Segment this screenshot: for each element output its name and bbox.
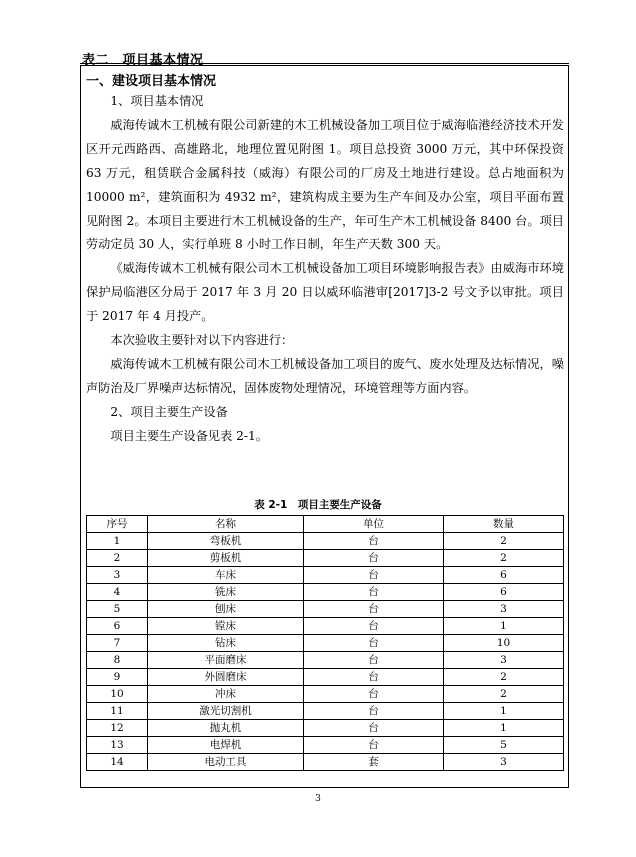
cell-name: 车床 xyxy=(148,567,304,584)
heading-equipment: 2、项目主要生产设备 xyxy=(110,404,228,419)
table-row xyxy=(87,550,564,567)
cell-unit: 台 xyxy=(304,567,444,584)
header-name: 名称 xyxy=(148,516,304,533)
cell-unit: 台 xyxy=(304,618,444,635)
cell-index: 7 xyxy=(87,635,148,652)
table-row xyxy=(87,618,564,635)
cell-index: 6 xyxy=(87,618,148,635)
cell-quantity: 1 xyxy=(444,703,564,720)
cell-name: 刨床 xyxy=(148,601,304,618)
table-row xyxy=(87,737,564,754)
table-row xyxy=(87,652,564,669)
cell-quantity: 10 xyxy=(444,635,564,652)
cell-name: 外圆磨床 xyxy=(148,669,304,686)
table-row xyxy=(87,669,564,686)
heading-project-info: 1、项目基本情况 xyxy=(110,94,204,108)
table-row xyxy=(87,584,564,601)
cell-index: 11 xyxy=(87,703,148,720)
cell-name: 弯板机 xyxy=(148,533,304,550)
cell-index: 2 xyxy=(87,550,148,567)
cell-unit: 台 xyxy=(304,652,444,669)
cell-index: 4 xyxy=(87,584,148,601)
cell-name: 电焊机 xyxy=(148,737,304,754)
header-index: 序号 xyxy=(87,516,148,533)
cell-quantity: 1 xyxy=(444,618,564,635)
table-row xyxy=(87,754,564,771)
header-unit: 单位 xyxy=(304,516,444,533)
cell-quantity: 6 xyxy=(444,584,564,601)
cell-index: 5 xyxy=(87,601,148,618)
cell-index: 10 xyxy=(87,686,148,703)
frame-double-rule xyxy=(80,63,569,64)
paragraph-project-overview: 威海传诚木工机械有限公司新建的木工机械设备加工项目位于威海临港经济技术开发区开元西路西、高雄路北，地理位置见附图 1。项目总投资 3000 万元，其中环保投资 63 万元，租赁联合金属科技（威海）有限公司的厂房及土地进行建设。总占地面积为 10000 m²，建筑面积为 4932 m²，建筑构成主要为生产车间及办公室，项目平面布置见附图 2。本项目主要进行木工机械设备的生产，年可生产木工机械设备 8400 台。项目劳动定员 30 人，实行单班 8 小时工作日制，年生产天数 300 天。 xyxy=(86,117,564,252)
cell-unit: 台 xyxy=(304,737,444,754)
table-row xyxy=(87,567,564,584)
table-row xyxy=(87,720,564,737)
cell-index: 1 xyxy=(87,533,148,550)
header-quantity: 数量 xyxy=(444,516,564,533)
cell-quantity: 5 xyxy=(444,737,564,754)
paragraph-equipment-ref: 项目主要生产设备见表 2-1。 xyxy=(110,428,268,443)
body-text xyxy=(86,90,564,449)
cell-name: 冲床 xyxy=(148,686,304,703)
table-row xyxy=(87,533,564,550)
cell-quantity: 2 xyxy=(444,533,564,550)
paragraph-approval: 《威海传诚木工机械有限公司木工机械设备加工项目环境影响报告表》由威海市环境保护局临港区分局于 2017 年 3 月 20 日以威环临港审[2017]3-2 号文予以审批。项目于 2017 年 4 月投产。 xyxy=(86,261,564,324)
cell-name: 镗床 xyxy=(148,618,304,635)
cell-unit: 台 xyxy=(304,601,444,618)
cell-unit: 台 xyxy=(304,720,444,737)
cell-index: 14 xyxy=(87,754,148,771)
cell-quantity: 2 xyxy=(444,550,564,567)
cell-index: 9 xyxy=(87,669,148,686)
cell-unit: 台 xyxy=(304,635,444,652)
equipment-table xyxy=(86,515,564,771)
page-number: 3 xyxy=(315,794,321,804)
cell-quantity: 3 xyxy=(444,652,564,669)
cell-index: 8 xyxy=(87,652,148,669)
table-row xyxy=(87,601,564,618)
cell-index: 12 xyxy=(87,720,148,737)
cell-quantity: 2 xyxy=(444,686,564,703)
cell-unit: 台 xyxy=(304,686,444,703)
cell-name: 铣床 xyxy=(148,584,304,601)
cell-quantity: 6 xyxy=(444,567,564,584)
cell-unit: 台 xyxy=(304,584,444,601)
paragraph-scope: 威海传诚木工机械有限公司木工机械设备加工项目的废气、废水处理及达标情况，噪声防治及厂界噪声达标情况，固体废物处理情况，环境管理等方面内容。 xyxy=(86,356,564,395)
cell-name: 激光切割机 xyxy=(148,703,304,720)
cell-quantity: 1 xyxy=(444,720,564,737)
cell-unit: 套 xyxy=(304,754,444,771)
cell-index: 3 xyxy=(87,567,148,584)
paragraph-scope-intro: 本次验收主要针对以下内容进行： xyxy=(110,333,294,348)
cell-name: 剪板机 xyxy=(148,550,304,567)
cell-quantity: 3 xyxy=(444,754,564,771)
cell-quantity: 3 xyxy=(444,601,564,618)
cell-name: 抛丸机 xyxy=(148,720,304,737)
cell-name: 平面磨床 xyxy=(148,652,304,669)
table-header-row xyxy=(87,516,564,533)
table-row xyxy=(87,635,564,652)
cell-quantity: 2 xyxy=(444,669,564,686)
cell-unit: 台 xyxy=(304,669,444,686)
table-row xyxy=(87,703,564,720)
subsection-title: 一、建设项目基本情况 xyxy=(86,74,217,89)
cell-unit: 台 xyxy=(304,703,444,720)
section-title: 表二 项目基本情况 xyxy=(82,53,204,68)
cell-name: 钻床 xyxy=(148,635,304,652)
table-row xyxy=(87,686,564,703)
cell-unit: 台 xyxy=(304,533,444,550)
cell-unit: 台 xyxy=(304,550,444,567)
cell-index: 13 xyxy=(87,737,148,754)
table-caption: 表 2-1 项目主要生产设备 xyxy=(254,499,382,511)
cell-name: 电动工具 xyxy=(148,754,304,771)
